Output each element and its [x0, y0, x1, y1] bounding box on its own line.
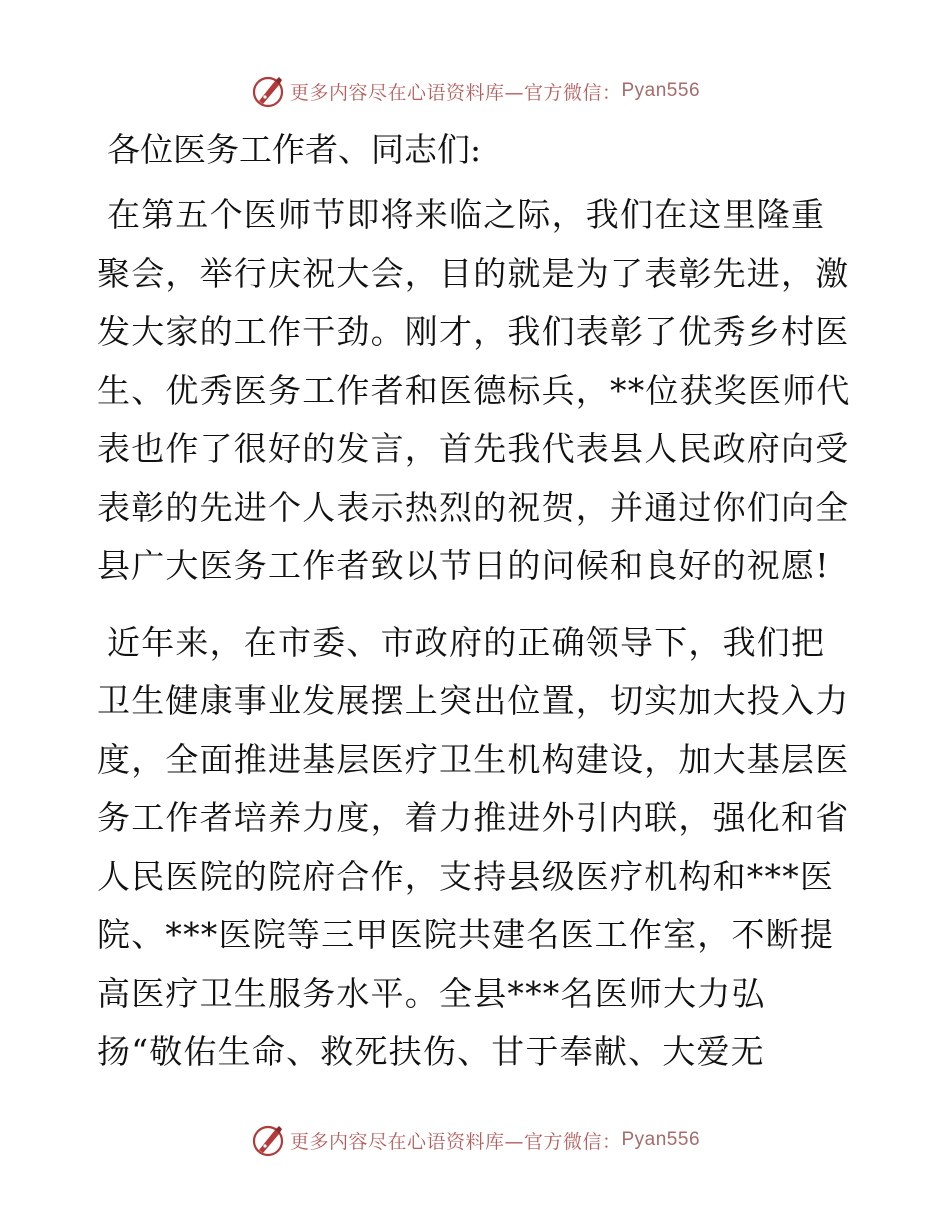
paragraph-line: 务工作者培养力度，着力推进外引内联，强化和省 [97, 798, 850, 837]
paragraph-line: 生、优秀医务工作者和医德标兵，**位获奖医师代 [97, 370, 851, 410]
watermark-wechat-id: Pyan556 [621, 1129, 701, 1150]
pen-nib-logo-icon [250, 73, 286, 109]
paragraph-line: 表彰的先进个人表示热烈的祝贺，并通过你们向全 [97, 487, 850, 527]
paragraph-line: 院、***医院等三甲医院共建名医工作室，不断提 [97, 915, 835, 954]
paragraph-1 [97, 186, 857, 596]
paragraph-line: 高医疗卫生服务水平。全县***名医师大力弘 [97, 973, 766, 1013]
paragraph-2 [97, 614, 857, 1082]
watermark-header [0, 71, 950, 111]
watermark-text: 更多内容尽在心语资料库—官方微信： [289, 81, 622, 104]
paragraph-line: 卫生健康事业发展摆上突出位置，切实加大投入力 [97, 681, 850, 720]
paragraph-line: 表也作了很好的发言，首先我代表县人民政府向受 [97, 429, 850, 468]
paragraph-line: 发大家的工作干劲。刚才，我们表彰了优秀乡村医 [97, 312, 850, 351]
pen-nib-logo-icon [250, 1122, 286, 1158]
paragraph-line: 聚会，举行庆祝大会，目的就是为了表彰先进，激 [97, 253, 850, 293]
document-body [97, 128, 857, 1100]
paragraph-line: 近年来，在市委、市政府的正确领导下，我们把 [107, 622, 826, 662]
paragraph-line: 人民医院的院府合作，支持县级医疗机构和***医 [97, 856, 835, 896]
watermark-wechat-id: Pyan556 [621, 80, 701, 101]
watermark-footer [0, 1120, 950, 1160]
paragraph-line: 扬“敬佑生命、救死扶伤、甘于奉献、大爱无 [97, 1032, 765, 1071]
salutation: 各位医务工作者、同志们: [107, 130, 482, 169]
paragraph-line: 度，全面推进基层医疗卫生机构建设，加大基层医 [97, 739, 850, 779]
paragraph-line: 县广大医务工作者致以节日的问候和良好的祝愿! [97, 546, 830, 585]
watermark-text: 更多内容尽在心语资料库—官方微信： [289, 1130, 622, 1153]
paragraph-line: 在第五个医师节即将来临之际，我们在这里隆重 [107, 195, 826, 234]
